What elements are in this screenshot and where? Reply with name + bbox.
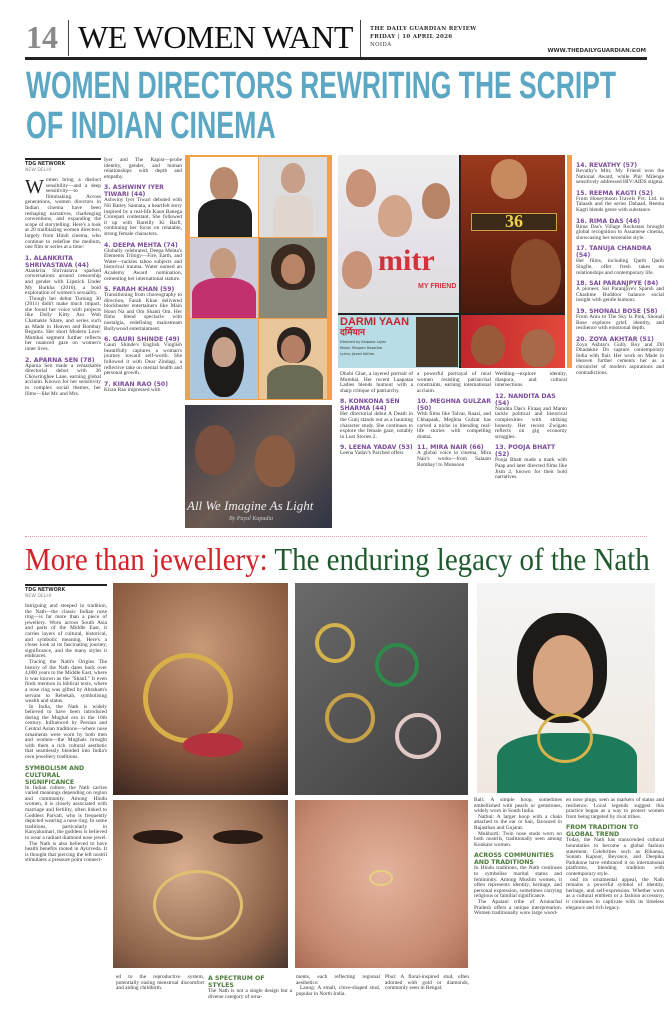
director-portrait xyxy=(190,157,258,237)
subheading: 5. FARAH KHAN (59) xyxy=(104,286,175,294)
director-portrait xyxy=(259,238,327,318)
poster-still xyxy=(416,317,458,367)
paragraph: In Hindu traditions, the Nath continues to symbolise marital status and femininity. Among Muslim women, it often represents identity, heritage, and personal expression, sometimes carrying religious or familial significance. xyxy=(474,865,562,900)
paragraph: From Honeymoon Travels Pvt. Ltd. to Talaash and the series Dahaad, Reema Kagti blends genre with substance. xyxy=(576,195,664,213)
paragraph: Phul: A floral-inspired stud, often adorned with gold or diamonds, commonly seen in Bengal. xyxy=(385,974,469,992)
paragraph: With films like Talvar, Raazi, and Chhapaak, Meghna Gulzar has carved a niche in blending real-life stories with compelling drama. xyxy=(417,411,491,440)
website-link[interactable]: WWW.THEDAILYGUARDIAN.COM xyxy=(547,48,646,54)
section-title: WE WOMEN WANT xyxy=(78,19,353,55)
subheading: 7. KIRAN RAO (50) xyxy=(104,380,169,388)
byline: TDG NETWORK xyxy=(25,158,101,168)
divider xyxy=(360,20,361,57)
dateline: NEW DELHI xyxy=(25,594,52,599)
article-column xyxy=(104,158,182,393)
paragraph: ed to the reproductive system, potentially easing menstrual discomfort and aiding childbirth. xyxy=(116,974,204,992)
paragraph: Though her debut Turning 30 (2011) didn't make much impact, she found her voice with projects like Dolly Kitty Aur Woh Chamakte Sitare, and series such as Made in Heaven and Bombay Begums. Her short Modern Love: Mumbai segment further reflects her nuanced gaze on women's inner lives. xyxy=(25,295,101,353)
film-poster-mitr xyxy=(338,155,459,313)
poster-music: Music: Bhupen Hazarika xyxy=(340,346,383,350)
paragraph: a powerful portrayal of rural women resisting patriarchal constraints, earning international acclaim. xyxy=(417,371,491,394)
headline-nath xyxy=(25,542,650,576)
paragraph: Women bring a distinct sensibility—and a deep sensitivity—to filmmaking. Across generations, women directors in Indian cinema have been reshaping narratives, challenging conventions, and expanding the scope of storytelling. Here's a look at 20 trailblazing women directors, largely from Hindi cinema, who continue to redefine the medium, one film or series at a time: xyxy=(25,176,101,251)
paragraph: Zoya Akhtar's Gully Boy and Dil Dhadakne Do capture contemporary India with flair. Her work on Made in Heaven further cements her as a chronicler of modern aspirations and contradictions. xyxy=(576,341,664,376)
paragraph: In India, the Nath is widely believed to have been introduced during the Mughal era in the 16th century. Influenced by Persian and Central Asian traditions—where nose ornaments were worn by both men and women—the Mughals brought with them a rich cultural aesthetic that seamlessly blended into India's own jewellery traditions. xyxy=(25,703,107,761)
poster-title: DARMI YAAN xyxy=(340,316,410,328)
article-column xyxy=(417,372,491,468)
film-poster-darmiyaan xyxy=(338,315,459,368)
article-column xyxy=(340,372,413,457)
paragraph: From Amu to The Sky Is Pink, Shonali Bose explores grief, identity, and resilience with emotional depth. xyxy=(576,313,664,332)
subheading: 10. MEGHNA GULZAR (50) xyxy=(417,398,491,413)
paragraph: Rima Das's Village Rockstars brought global recognition to Assamese cinema, showcasing her neorealist style. xyxy=(576,223,664,241)
subheading: FROM TRADITION TO GLOBAL TREND xyxy=(566,824,639,839)
headline-red: More than jewellery: xyxy=(25,541,268,577)
subheading: A SPECTRUM OF STYLES xyxy=(208,975,265,989)
paragraph: Bali: A simple hoop, sometimes embellished with pearls or gemstones, widely worn in South India. xyxy=(474,797,562,815)
director-portrait-grid xyxy=(185,155,332,400)
subheading: 18. SAI PARANJPYE (84) xyxy=(576,280,659,288)
director-portrait xyxy=(259,319,327,399)
subheading: 13. POOJA BHATT (52) xyxy=(495,444,556,459)
paragraph: In Indian culture, the Nath carries varied meanings depending on region and community. Among Hindu women, it is closely associated with marriage and fertility, often linked to Goddess Parvati, who is frequently depicted wearing a nose ring. In some traditions, particularly in Kanyakumari, the goddess is believed to wear a radiant diamond nose jewel. xyxy=(25,784,107,841)
subheading: 11. MIRA NAIR (66) xyxy=(417,444,484,452)
paragraph: Ashwiny Iyer Tiwari debuted with Nil Battey Sannata, a heartfelt story inspired by a real-life Kaun Banega Crorepati contestant. She followed it up with Bareilly Ki Barfi, continuing her focus on relatable, strong female characters. xyxy=(104,197,182,237)
paragraph: A pioneer, Sai Paranjpye's Sparsh and Chashme Buddoor balance social insight with gentle humour. xyxy=(576,286,664,304)
subheading: 19. SHONALI BOSE (58) xyxy=(576,307,658,315)
paragraph: Nandita Das's Firaaq and Manto tackle political and historical complexities with striking honesty. Her recent Zwigato reflects on gig economy struggles. xyxy=(495,405,567,440)
poster-subtitle: MY FRIEND xyxy=(418,283,457,290)
paragraph: Globally celebrated, Deepa Mehta's Elements Trilogy—Fire, Earth, and Water—tackles taboo subjects and historical trauma. Water earned an Academy Award nomination, cementing her international stature. xyxy=(104,247,182,282)
subheading: ACROSS COMMUNITIES AND TRADITIONS xyxy=(474,852,554,867)
article-column xyxy=(25,584,107,864)
director-portrait xyxy=(259,157,327,237)
paragraph: Gauri Shinde's English Vinglish beautifully captures a woman's journey toward self-worth. She followed it with Dear Zindagi, a reflective take on mental health and personal growth. xyxy=(104,342,182,377)
subheading: 2. APARNA SEN (78) xyxy=(25,356,95,364)
poster-title: All We Imagine As Light xyxy=(187,498,314,513)
paragraph: Intriguing and steeped in tradition, the Nath—the classic Indian nose ring—is far more than a piece of jewellery. Worn across South Asia and parts of the Middle East, it carries layers of cultural, historical, and symbolic meaning. Here's a closer look at its fascinating journey, significance, and the many styles it embraces. xyxy=(25,603,107,660)
subheading: SYMBOLISM AND CULTURAL SIGNIFICANCE xyxy=(25,764,85,786)
subheading: 6. GAURI SHINDE (49) xyxy=(104,336,180,344)
paragraph: Dhobi Ghat, a layered portrait of Mumbai. Her recent Laapataa Ladies blends humour with a sharp critique of patriarchy. xyxy=(340,371,413,394)
frame-accent xyxy=(567,155,572,368)
film-poster-village-rockstars xyxy=(461,315,565,368)
paragraph: Mukhurti: Twin nose studs worn on both nostrils, traditionally seen among Konkani women. xyxy=(474,830,562,848)
section-divider xyxy=(25,536,647,537)
article-column xyxy=(576,158,664,376)
article-column xyxy=(474,798,562,917)
article-column xyxy=(25,158,101,397)
lips xyxy=(183,733,243,757)
page-number: 14 xyxy=(26,19,58,55)
paper-name: THE DAILY GUARDIAN REVIEW xyxy=(370,26,477,32)
paragraph: Kiran Rao impressed with xyxy=(104,386,161,393)
nath-photo-stud xyxy=(295,800,468,968)
subheading: 3. ASHWINY IYER TIWARI (44) xyxy=(104,184,164,199)
subheading: 8. KONKONA SEN SHARMA (44) xyxy=(340,398,400,413)
subheading: 20. ZOYA AKHTAR (51) xyxy=(576,335,654,343)
film-poster-all-we-imagine xyxy=(185,405,332,528)
byline: TDG NETWORK xyxy=(25,584,107,594)
article-column xyxy=(495,372,567,481)
article-column xyxy=(208,971,292,1000)
paragraph: en nose plugs, seen as markers of status and resilience. Local legends suggest this practice began as a way to protect women from being targeted by rival tribes. xyxy=(566,797,664,820)
paragraph: Revathy's Mitr, My Friend won the National Award, while Phir Milenge sensitively addressed HIV/AIDS stigma. xyxy=(576,168,664,186)
paragraph: The Apatani tribe of Arunachal Pradesh offers a unique interpretation. Women traditionally wore large wood- xyxy=(474,898,562,917)
edition-city: NOIDA xyxy=(370,42,392,48)
paragraph: The Nath is also believed to have health benefits rooted in Ayurveda. It is thought that piercing the left nostril stimulates a pressure point connect- xyxy=(25,840,107,864)
nath-photo-collection xyxy=(295,583,468,795)
headline-line-1: WOMEN DIRECTORS REWRITING THE SCRIPT xyxy=(26,65,616,107)
subheading: 12. NANDITA DAS (54) xyxy=(495,392,556,407)
subheading: 9. LEENA YADAV (53) xyxy=(340,444,413,452)
headline-green: The enduring legacy of the Nath xyxy=(274,541,650,577)
poster-credit: By Payal Kapadia xyxy=(229,516,273,522)
poster-director: Directed by Kalpana Lajmi xyxy=(340,340,387,344)
masthead-rule xyxy=(25,57,647,60)
paragraph: Leena Yadav's Parched offers xyxy=(340,450,404,457)
paragraph: Nathni: A larger hoop with a chain attached to the ear or hair, favoured in Rajasthan and Gujarat. xyxy=(474,813,562,831)
issue-date: FRIDAY | 10 APRIL 2026 xyxy=(370,34,453,40)
paragraph: Alankrita Shrivastava sparked conversations around censorship and gender with Lipstick Under My Burkha (2016), a bold exploration of women's sexuality. xyxy=(25,267,101,297)
paragraph: The Nath is not a single design but a diverse category of orna- xyxy=(208,988,292,1000)
director-portrait xyxy=(190,319,258,399)
article-column xyxy=(116,975,204,992)
headline-line-2: OF INDIAN CINEMA xyxy=(26,105,276,147)
paragraph: Tracing the Nath's Origins The history of the Nath dates back over 4,000 years to the Middle East, where it was known as the "Shanf." It even finds mention in biblical texts, where a nose ring was gifted by Abraham's servant to Rebekah, symbolising wealth and status. xyxy=(25,658,107,705)
subheading: 1. ALANKRITA SHRIVASTAVA (44) xyxy=(25,254,89,269)
paragraph: Her films, including Qarib Qarib Singlle, offer fresh takes on relationships and contemporary life. xyxy=(576,258,664,276)
paragraph: Iyer and The Rapist—probe identity, gender, and human relationships with depth and empathy. xyxy=(104,157,182,180)
dateline: NEW DELHI xyxy=(25,168,52,173)
paragraph: Her directorial debut A Death in the Gunj stands out as a haunting character study. She continues to explore the female gaze, notably in Lust Stories 2. xyxy=(340,411,413,440)
film-poster-collage xyxy=(338,155,565,368)
poster-title: 36 xyxy=(505,211,523,231)
subheading: 15. REEMA KAGTI (52) xyxy=(576,189,653,197)
paragraph: A global voice in cinema, Mira Nair's works—from Salaam Bombay! to Monsoon xyxy=(417,450,491,468)
subheading: 16. RIMA DAS (46) xyxy=(576,217,641,225)
divider xyxy=(68,20,69,56)
subheading: 14. REVATHY (57) xyxy=(576,162,638,169)
paragraph: Laung: A small, clove-shaped stud, popular in North India. xyxy=(296,985,380,997)
paragraph: Today, the Nath has transcended cultural boundaries to become a global fashion statement. Celebrities such as Rihanna, Sonam Kapoor, Beyoncé, and Deepika Padukone have embraced it on international platforms, blending tradition with contemporary style. xyxy=(566,837,664,877)
paragraph: Aparna Sen made a remarkable directorial debut with 36 Chowringhee Lane, earning global acclaim. Known for her sensitivity to complex social themes, her films—like Mr. and Mrs. xyxy=(25,362,101,397)
nath-photo-eyes xyxy=(113,800,288,968)
paragraph: ments, each reflecting regional aesthetics: xyxy=(296,974,380,986)
paragraph: ond its ornamental appeal, the Nath remains a powerful symbol of identity, heritage, and self-expression. Whether worn as a cultural emblem or a fashion accessory, it continues to captivate with its timeless elegance and rich legacy. xyxy=(566,876,664,911)
nose-ring xyxy=(143,653,233,743)
nath-photo-bride xyxy=(477,583,655,793)
article-column xyxy=(296,975,380,997)
director-portrait xyxy=(190,238,258,318)
article-column xyxy=(385,975,469,992)
poster-lyrics: Lyrics: Javed Akhtar xyxy=(340,352,375,356)
poster-title: mitr xyxy=(378,244,435,277)
nath-photo-closeup xyxy=(113,583,288,795)
paragraph: Pooja Bhatt made a mark with Paap and later directed films like Jism 2, known for their bold narratives. xyxy=(495,457,567,481)
film-poster-36-chowringhee-lane xyxy=(461,155,565,313)
poster-title-hindi: दर्मियान xyxy=(340,328,366,338)
subheading: 17. TANUJA CHANDRA (54) xyxy=(576,245,652,260)
article-column xyxy=(566,798,664,911)
paragraph: Wedding—explore identity, diaspora, and cultural intersections. xyxy=(495,371,567,389)
masthead-info xyxy=(370,25,477,49)
subheading: 4. DEEPA MEHTA (74) xyxy=(104,241,178,249)
paragraph: Transitioning from choreography to direction, Farah Khan delivered blockbuster entertainers like Main Hoon Na and Om Shanti Om. Her films blend spectacle with nostalgia, redefining mainstream Bollywood entertainment. xyxy=(104,292,182,332)
